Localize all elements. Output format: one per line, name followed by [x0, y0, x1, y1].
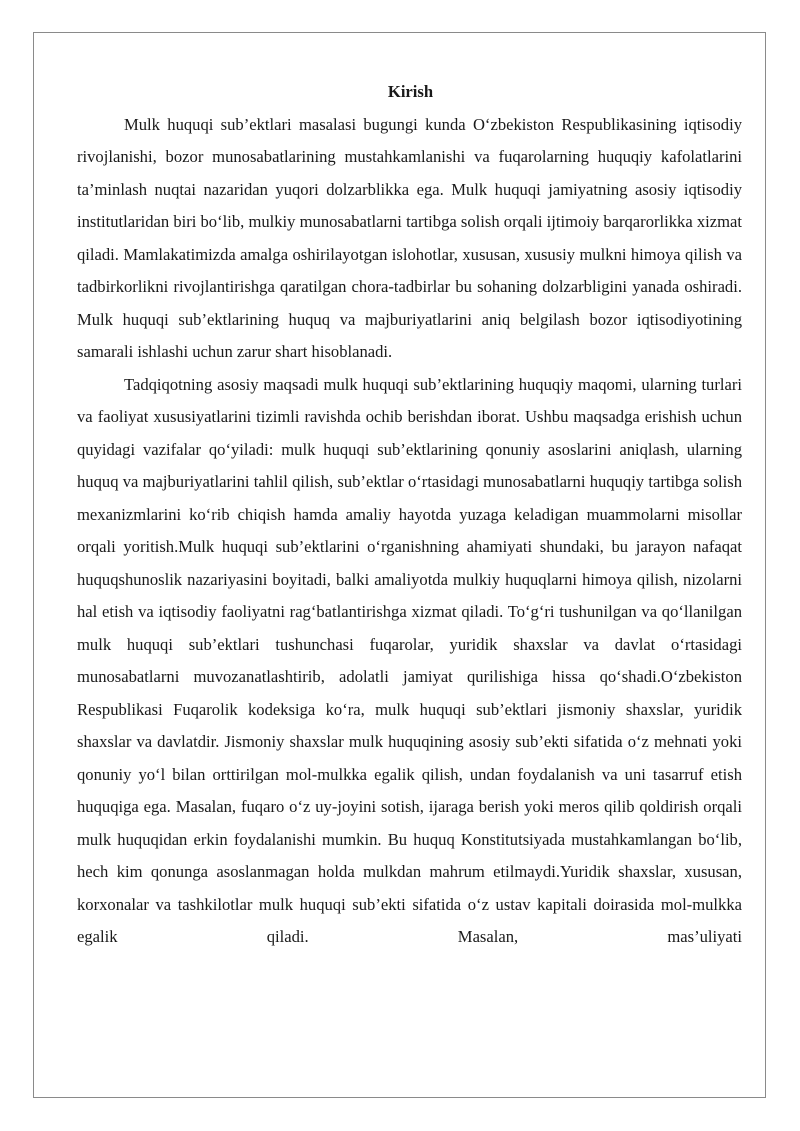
- document-body: [77, 76, 742, 954]
- document-title: Kirish: [387, 82, 434, 101]
- paragraph-research: Tadqiqotning asosiy maqsadi mulk huquqi sub’ektlarining huquqiy maqomi, ularning turlari va faoliyat xususiyatlarini tizimli ravishda ochib berishdan iborat. Ushbu maqsadga erishish uchun quyidagi vazifalar qo‘yiladi: mulk huquqi sub’ektlarining qonuniy asoslarini aniqlash, ularning huquq va majburiyatlarini tahlil qilish, sub’ektlar o‘rtasidagi munosabatlarni huquqiy tartibga solish mexanizmlarini ko‘rib chiqish hamda amaliy hayotda yuzaga keladigan muammolarni misollar orqali yoritish.Mulk huquqi sub’ektlarini o‘rganishning ahamiyati shundaki, bu jarayon nafaqat huquqshunoslik nazariyasini boyitadi, balki amaliyotda mulkiy huquqlarni himoya qilish, nizolarni hal etish va iqtisodiy faoliyatni rag‘batlantirishga xizmat qiladi. To‘g‘ri tushunilgan va qo‘llanilgan mulk huquqi sub’ektlari tushunchasi fuqarolar, yuridik shaxslar va davlat o‘rtasidagi munosabatlarni muvozanatlashtirib, adolatli jamiyat qurilishiga hissa qo‘shadi.O‘zbekiston Respublikasi Fuqarolik kodeksiga ko‘ra, mulk huquqi sub’ektlari jismoniy shaxslar, yuridik shaxslar va davlatdir. Jismoniy shaxslar mulk huquqining asosiy sub’ekti sifatida o‘z mehnati yoki qonuniy yo‘l bilan orttirilgan mol-mulkka egalik qilish, undan foydalanish va uni tasarruf etish huquqiga ega. Masalan, fuqaro o‘z uy-joyini sotish, ijaraga berish yoki meros qilib qoldirish orqali mulk huquqidan erkin foydalanishi mumkin. Bu huquq Konstitutsiyada mustahkamlangan bo‘lib, hech kim qonunga asoslanmagan holda mulkdan mahrum etilmaydi.Yuridik shaxslar, xususan, korxonalar va tashkilotlar mulk huquqi sub’ekti sifatida o‘z ustav kapitali doirasida mol-mulkka egalik qiladi. Masalan, mas’uliyati: [77, 374, 742, 946]
- paragraph-intro: Mulk huquqi sub’ektlari masalasi bugungi kunda O‘zbekiston Respublikasining iqtisodiy rivojlanishi, bozor munosabatlarining mustahkamlanishi va fuqarolarning huquqiy kafolatlarini ta’minlash nuqtai nazaridan yuqori dolzarblikka ega. Mulk huquqi jamiyatning asosiy iqtisodiy institutlaridan biri bo‘lib, mulkiy munosabatlarni tartibga solish orqali ijtimoiy barqarorlikka xizmat qiladi. Mamlakatimizda amalga oshirilayotgan islohotlar, xususan, xususiy mulkni himoya qilish va tadbirkorlikni rivojlantirishga qaratilgan chora-tadbirlar bu sohaning dolzarbligini yanada oshiradi. Mulk huquqi sub’ektlarining huquq va majburiyatlarini aniq belgilash bozor iqtisodiyotining samarali ishlashi uchun zarur shart hisoblanadi.: [77, 114, 743, 361]
